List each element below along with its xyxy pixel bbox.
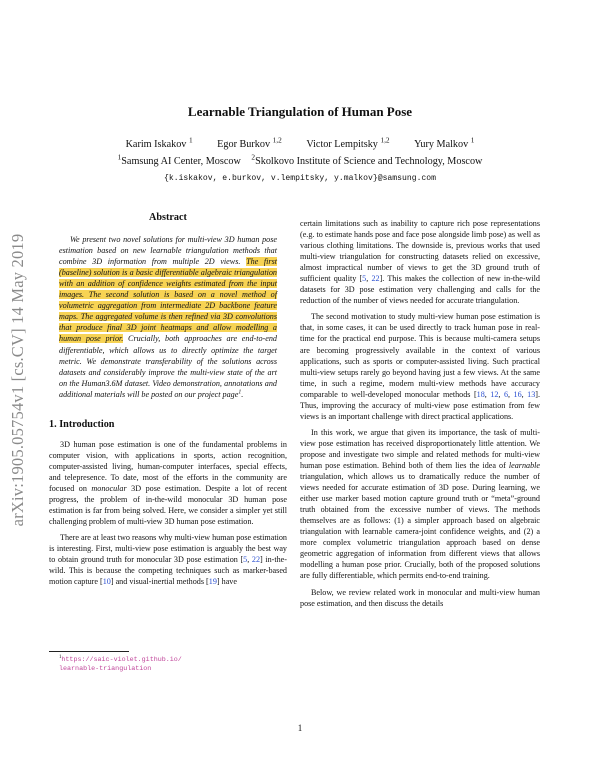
author-list [60,135,540,150]
citation-link[interactable]: 5 [243,555,248,565]
affiliation: $^1$Samsung AI Center, Moscow [117,152,241,167]
footnote-rule [49,651,129,652]
citation-link[interactable]: 22 [251,555,261,565]
page-number: 1 [297,723,303,733]
citation-link[interactable]: 18 [476,389,485,399]
author: Yury Malkov $^1$ [414,135,475,150]
footnote-link-continued[interactable]: learnable-triangulation [59,664,152,673]
citation-link[interactable]: 5 [362,274,367,284]
section-heading-introduction: 1. Introduction [49,418,115,430]
abstract-paragraph: We present two novel solutions for multi-view 3D human pose estimation based on new learnable triangulation methods that combine 3D information from multiple 2D views. The first (baseline) solution is a basic differentiable algebraic triangulation with an addition of confidence weights estimated from the input images. The second solution is based on a novel method of volumetric aggregation from intermediate 2D backbone feature maps. The aggregated volume is then refined via 3D convolutions that produce final 3D joint heatmaps and allow modelling a human pose prior. Crucially, both approaches are end-to-end differentiable, which allows us to directly optimize the target metric. We demonstrate transferability of the solutions across datasets and considerably improve the multi-view state of the art on the Human3.6M dataset. Video demonstration, annotations and additional materials will be posted on our project page$^1$. [59,235,277,399]
footnote-link[interactable]: https://saic-violet.github.io/ [61,656,182,664]
abstract-body [49,234,287,400]
body-paragraph: Below, we review related work in monocular and multi-view human pose estimation, and then discuss the details [300,587,540,608]
author: Victor Lempitsky $^{1,2}$ [306,135,390,150]
citation-link[interactable]: 12 [490,389,499,399]
right-column [300,218,540,609]
citation-link[interactable]: 19 [208,577,217,587]
citation-link[interactable]: 10 [102,577,111,587]
footnote-number: 1 [59,654,62,660]
citation-link[interactable]: 6 [503,389,508,399]
author-emails: {k.iskakov, e.burkov, v.lempitsky, y.malkov}@samsung.com [164,174,436,183]
intro-paragraph: There are at least two reasons why multi-view human pose estimation is interesting. First, multi-view pose estimation is arguably the best way to obtain ground truth for monocular 3D pose estimation [5, 22] in-the-wild. This is because the competing techniques such as marker-based motion capture [10] and visual-inertial methods [19] have [49,533,287,587]
arxiv-stamp [8,190,28,570]
footnote [49,651,287,673]
body-paragraph: certain limitations such as inability to capture rich pose representations (e.g. to estimate hands pose and face pose alongside limb pose) as well as various clothing limitations. The downside is, previous works that used multi-view triangulation for constructing datasets relied on excessive, almost impractical number of views to get the 3D ground truth of sufficient quality [5, 22]. This makes the collection of new in-the-wild datasets for 3D pose estimation very challenging and calls for the reduction of the number of views needed for accurate triangulation. [300,219,540,306]
body-paragraph: The second motivation to study multi-view human pose estimation is that, in some cases, it can be used directly to track human pose in real-time for the practical end purpose. This is because multi-camera setups are becoming progressively available in the context of various applications, such as sports or computer-assisted living. Such practical multi-view setups rarely go beyond having just a few views. At the same time, in such a regime, modern multi-view methods have accuracy comparable to well-developed monocular methods [18, 12, 6, 16, 13]. Thus, improving the accuracy of multi-view pose estimation from few views is an important challenge with direct practical applications. [300,312,541,421]
citation-link[interactable]: 16 [513,389,522,399]
abstract-heading: Abstract [149,212,187,223]
citation-link[interactable]: 13 [527,389,536,399]
footnote-mark: 1 [238,388,242,395]
left-column [49,212,287,587]
highlighted-text: The first (baseline) solution is a basic differentiable algebraic triangulation with an addition of confidence weights estimated from the input images. The second solution is based on a novel method of volumetric aggregation from intermediate 2D backbone feature maps. The aggregated volume is then refined via 3D convolutions that produce final 3D joint heatmaps and allow modelling a human pose prior. [59,257,277,344]
affiliation: $^2$Skolkovo Institute of Science and Technology, Moscow [251,152,483,167]
author: Egor Burkov $^{1,2}$ [217,135,282,150]
intro-paragraph: 3D human pose estimation is one of the fundamental problems in computer vision, with applications in sports, action recognition, computer-assisted living, human-computer interfaces, special effects, and telepresence. To date, most of the efforts in the community are focused on monocular 3D pose estimation. Despite a lot of recent progress, the problem of in-the-wild monocular 3D human pose estimation is far from being solved. Here, we consider a simpler yet still challenging problem of multi-view 3D human pose estimation. [49,439,288,527]
arxiv-stamp-text: arXiv:1905.05754v1 [cs.CV] 14 May 2019 [8,233,27,527]
paper-title: Learnable Triangulation of Human Pose [187,104,413,119]
author: Karim Iskakov $^1$ [125,135,193,150]
body-paragraph: In this work, we argue that given its importance, the task of multi-view pose estimation has received disproportionately little attention. We propose and investigate two simple and related methods for multi-view human pose estimation. Behind both of them lies the idea of learnable triangulation, which allows us to dramatically reduce the number of views needed for accurate estimation of 3D pose. During learning, we either use marker based motion capture ground truth or “meta”-ground truth obtained from the excessive number of views. The methods themselves are as follows: (1) a simpler approach based on algebraic triangulation with learnable camera-joint confidence weights, and (2) a more complex volumetric triangulation approach based on dense geometric aggregation of information from different views that allows modelling a human pose prior. Crucially, both of the proposed solutions are fully differentiable, which permits end-to-end training. [300,427,541,581]
citation-link[interactable]: 22 [371,274,380,284]
affiliation-list [60,152,540,167]
